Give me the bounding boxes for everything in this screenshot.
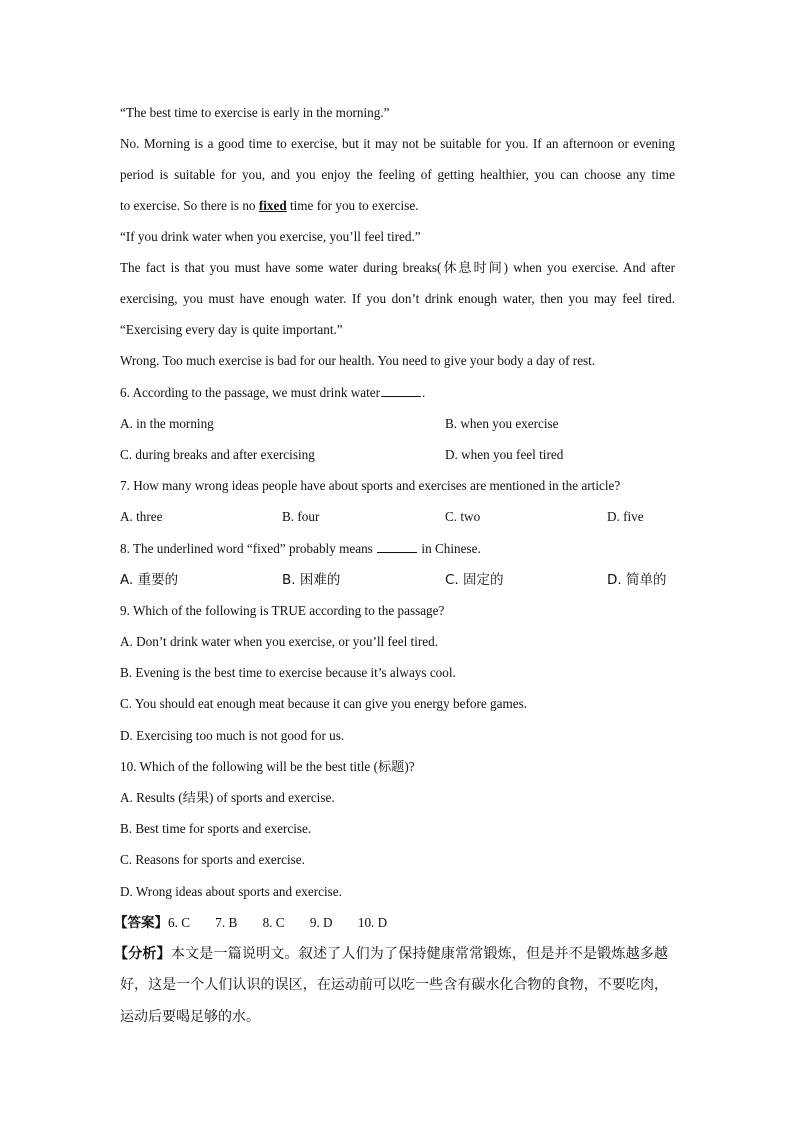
- q10-option-c: C. Reasons for sports and exercise.: [120, 852, 305, 867]
- analysis-text: 本文是一篇说明文。叙述了人们为了保持健康常常锻炼，但是并不是锻炼越多越: [170, 946, 668, 962]
- passage-quote-1: “The best time to exercise is early in the morning.”: [120, 105, 390, 120]
- q8-option-b: B. 困难的: [282, 572, 341, 588]
- q10-option-a: A. Results (结果) of sports and exercise.: [120, 790, 335, 805]
- passage-line: period is suitable for you, and you enjoy the feeling of getting healthier, you can choose any time: [120, 167, 675, 182]
- question-text: in Chinese.: [421, 541, 481, 556]
- q6-option-a: A. in the morning: [120, 416, 214, 431]
- q7-option-b: B. four: [282, 509, 320, 524]
- q8-option-c: C. 固定的: [445, 572, 504, 588]
- answer-6: 6. C: [168, 915, 190, 930]
- question-7-stem: 7. How many wrong ideas people have about sports and exercises are mentioned in the article?: [120, 478, 621, 493]
- q9-option-c: C. You should eat enough meat because it can give you energy before games.: [120, 696, 527, 711]
- q7-option-d: D. five: [607, 509, 644, 524]
- q8-option-d: D. 简单的: [607, 572, 667, 588]
- q6-option-d: D. when you feel tired: [445, 447, 564, 462]
- passage-line: Wrong. Too much exercise is bad for our health. You need to give your body a day of rest.: [120, 353, 596, 368]
- passage-line: No. Morning is a good time to exercise, but it may not be suitable for you. If an afternoon or evening: [120, 136, 675, 151]
- passage-quote-2: “If you drink water when you exercise, you’ll feel tired.”: [120, 229, 421, 244]
- q7-option-a: A. three: [120, 509, 163, 524]
- passage-quote-3: “Exercising every day is quite important.”: [120, 322, 343, 337]
- question-9-stem: 9. Which of the following is TRUE according to the passage?: [120, 603, 445, 618]
- analysis-label: 【分析】: [114, 946, 171, 962]
- analysis-line-3: 运动后要喝足够的水。: [120, 1009, 260, 1025]
- q6-option-b: B. when you exercise: [445, 416, 559, 431]
- answer-key: [114, 914, 387, 932]
- analysis-line-1: [114, 945, 668, 963]
- answer-blank: [381, 383, 421, 397]
- question-10-stem: 10. Which of the following will be the best title (标题)?: [120, 759, 415, 774]
- q7-option-c: C. two: [445, 509, 481, 524]
- answer-7: 7. B: [215, 915, 238, 930]
- question-6-stem: [120, 383, 425, 402]
- question-text: 6. According to the passage, we must drink water: [120, 385, 381, 400]
- answer-9: 9. D: [309, 915, 333, 930]
- q9-option-b: B. Evening is the best time to exercise because it’s always cool.: [120, 665, 456, 680]
- answer-8: 8. C: [262, 915, 285, 930]
- question-text: .: [422, 385, 426, 400]
- question-8-stem: [120, 539, 481, 558]
- answer-blank: [377, 539, 417, 553]
- q8-option-a: A. 重要的: [120, 572, 179, 588]
- answer-10: 10. D: [357, 915, 388, 930]
- passage-line: exercising, you must have enough water. If you don’t drink enough water, then you may feel tired.: [120, 291, 675, 306]
- q6-option-c: C. during breaks and after exercising: [120, 447, 315, 462]
- question-text: 8. The underlined word “fixed” probably means: [120, 541, 373, 556]
- passage-text: to exercise. So there is no: [120, 198, 256, 213]
- q9-option-a: A. Don’t drink water when you exercise, or you’ll feel tired.: [120, 634, 438, 649]
- underlined-word-fixed: fixed: [258, 198, 287, 213]
- q10-option-d: D. Wrong ideas about sports and exercise.: [120, 884, 342, 899]
- q10-option-b: B. Best time for sports and exercise.: [120, 821, 312, 836]
- passage-line: The fact is that you must have some water during breaks(休息时间) when you exercise. And after: [120, 260, 675, 275]
- passage-line-with-fixed: [120, 197, 419, 215]
- passage-text: time for you to exercise.: [289, 198, 419, 213]
- analysis-line-2: 好，这是一个人们认识的误区，在运动前可以吃一些含有碳水化合物的食物，不要吃肉，: [120, 977, 668, 993]
- q9-option-d: D. Exercising too much is not good for us.: [120, 728, 345, 743]
- answer-label: 【答案】: [114, 915, 168, 931]
